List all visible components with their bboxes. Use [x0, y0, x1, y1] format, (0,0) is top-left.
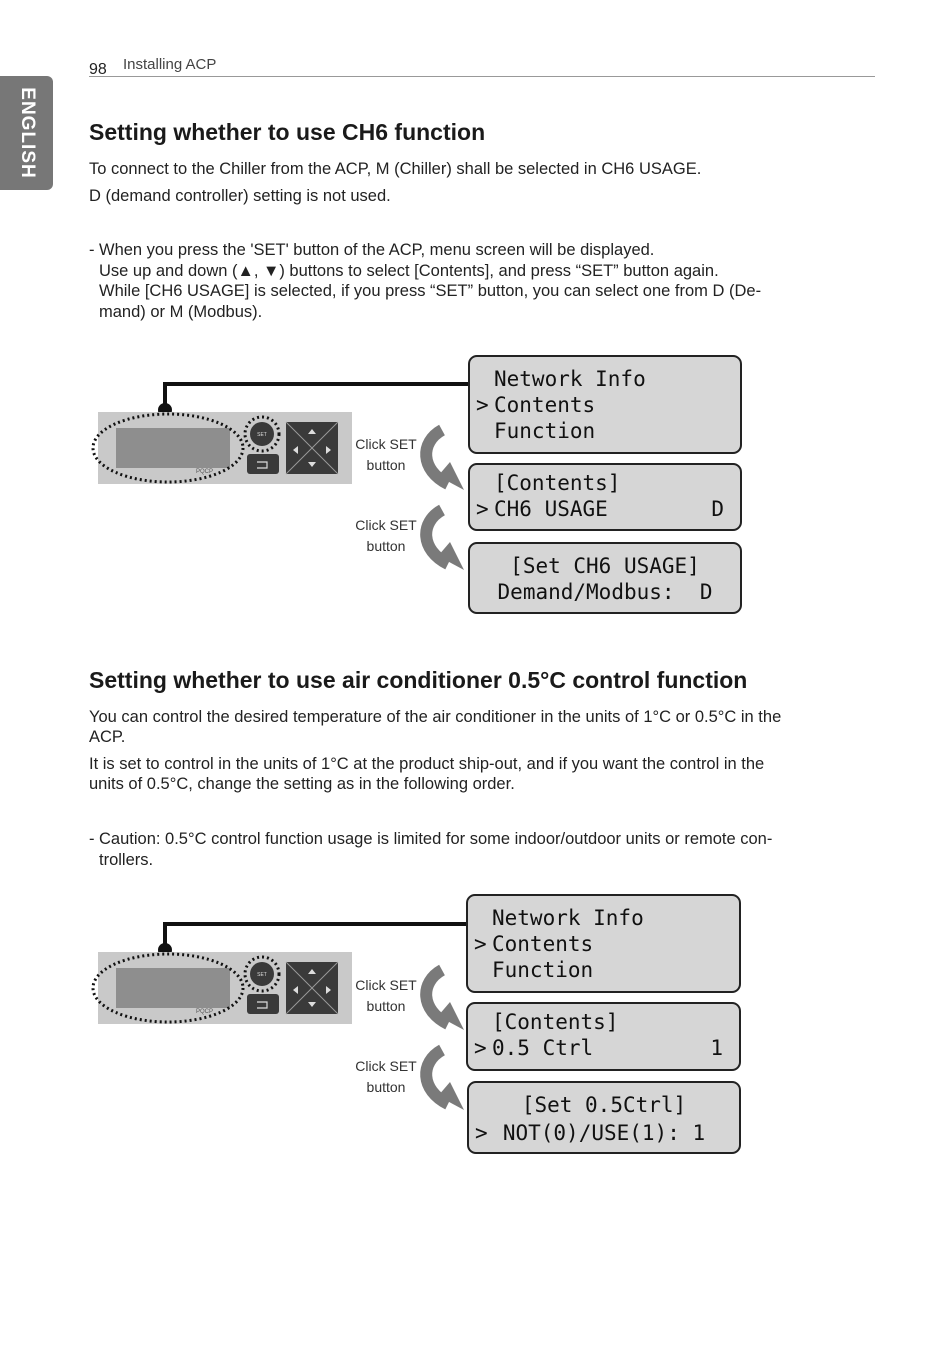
svg-text:SET: SET [257, 972, 267, 978]
section2-title: Setting whether to use air conditioner 0.5°C control function [89, 667, 748, 693]
click-set-label: Click SET button [355, 1058, 417, 1095]
bullet-line: trollers. [99, 850, 154, 869]
click-set-label: Click SET button [355, 517, 417, 554]
cursor-icon: > [475, 1121, 488, 1145]
cursor-icon: > [476, 497, 489, 521]
click-set-label: Click SET button [355, 977, 417, 1014]
acp-display [116, 428, 230, 468]
bullet-line: When you press the 'SET' button of the ACP, menu screen will be displayed. [99, 241, 655, 259]
lcd-screen-setting: [Set CH6 USAGE] Demand/Modbus: D [468, 542, 742, 614]
bullet-line: Caution: 0.5°C control function usage is limited for some indoor/outdoor units or remote con- [99, 830, 773, 848]
lcd-screen-setting: [Set 0.5Ctrl] > NOT(0)/USE(1): 1 [467, 1081, 741, 1154]
section1-paragraph: D (demand controller) setting is not used. [89, 187, 391, 205]
cursor-icon: > [474, 932, 487, 956]
section1-title: Setting whether to use CH6 function [89, 119, 486, 145]
bullet-line: While [CH6 USAGE] is selected, if you press “SET” button, you can select one from D (De- [99, 282, 762, 300]
section2-paragraph: ACP. [89, 728, 126, 746]
section2-paragraph: You can control the desired temperature of the air conditioner in the units of 1°C or 0.5°C in the [89, 708, 782, 726]
section1-bullet: - When you press the 'SET' button of the ACP, menu screen will be displayed. Use up and down (▲, ▼) buttons to select [Contents], and press “SET” button again. While [CH6 USAGE] is selected, if you press “SET” button, you can select one from D (De- mand) or M (Modbus). [89, 240, 869, 322]
section2-paragraph: It is set to control in the units of 1°C at the product ship-out, and if you want the control in the [89, 755, 765, 773]
section2-paragraph: units of 0.5°C, change the setting as in the following order. [89, 775, 515, 793]
lcd-screen-contents: [Contents] > 0.5 Ctrl 1 [466, 1002, 741, 1071]
page-number: 98 [89, 61, 107, 78]
bullet-line: mand) or M (Modbus). [99, 302, 263, 321]
lcd-screen-menu: Network Info > Contents Function [466, 894, 741, 993]
lcd-screen-menu: Network Info > Contents Function [468, 355, 742, 454]
section2-bullet: - Caution: 0.5°C control function usage is limited for some indoor/outdoor units or remote con- trollers. [89, 829, 869, 870]
back-button-icon [247, 454, 279, 474]
cursor-icon: > [476, 393, 489, 417]
ctrl-diagram [90, 890, 750, 1160]
svg-text:SET: SET [257, 432, 267, 438]
cursor-icon: > [474, 1036, 487, 1060]
language-tab [0, 76, 53, 190]
ch6-diagram [90, 350, 750, 620]
page-header [89, 54, 875, 77]
device-model-text: PQCP [196, 1009, 214, 1015]
lcd-screen-contents: [Contents] > CH6 USAGE D [468, 463, 742, 531]
device-model-text: PQCP [196, 469, 214, 475]
connector-line [165, 384, 468, 410]
language-label: ENGLISH [16, 87, 38, 179]
section1-paragraph: To connect to the Chiller from the ACP, M (Chiller) shall be selected in CH6 USAGE. [89, 160, 702, 178]
back-button-icon [247, 994, 279, 1014]
bullet-line: Use up and down (▲, ▼) buttons to select [Contents], and press “SET” button again. [99, 261, 719, 280]
connector-line [165, 924, 468, 950]
header-section-name: Installing ACP [123, 56, 217, 73]
click-set-label: Click SET button [355, 436, 417, 473]
acp-display [116, 968, 230, 1008]
